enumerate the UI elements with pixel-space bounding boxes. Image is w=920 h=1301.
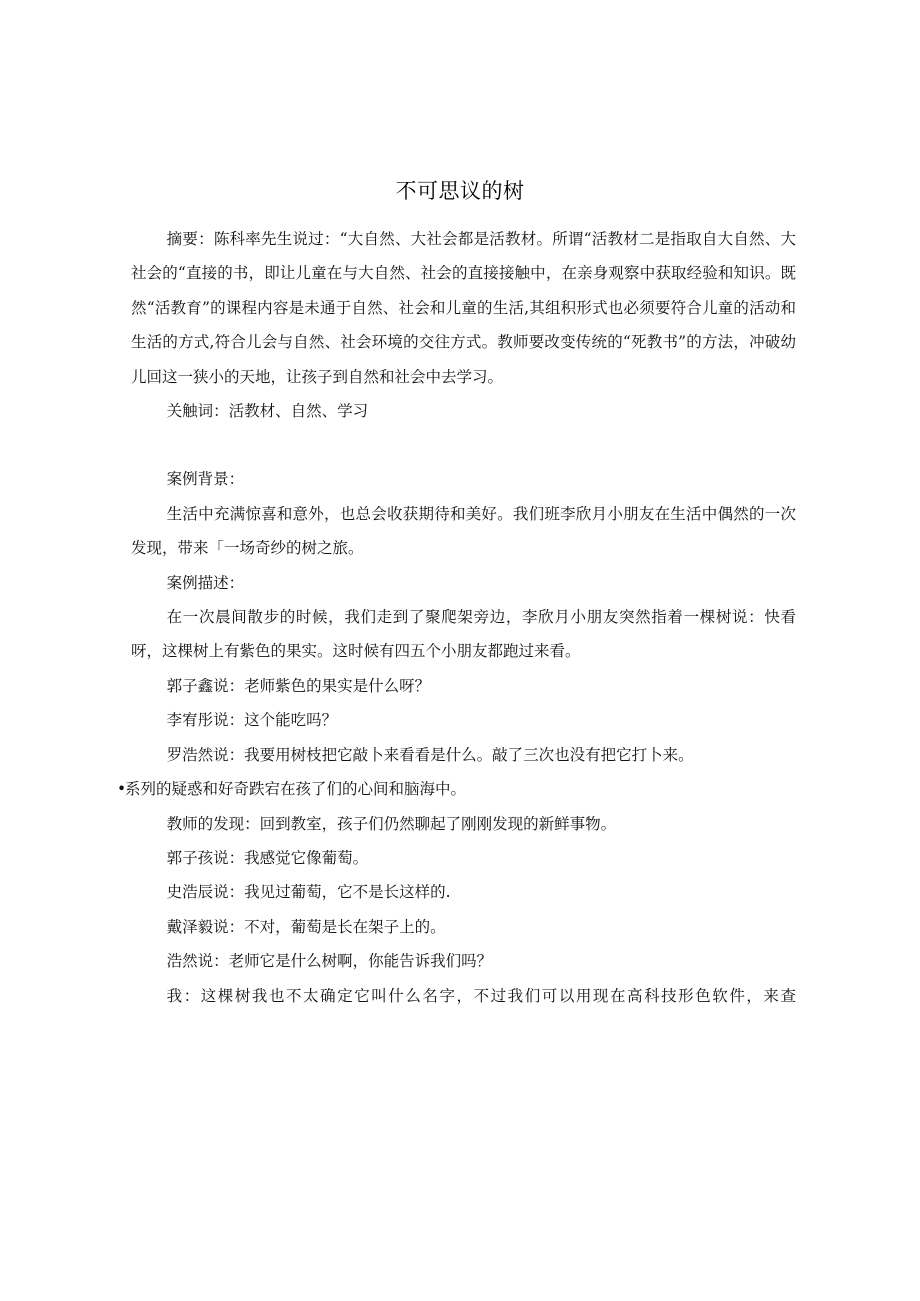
background-paragraph: 生活中充满惊喜和意外，也总会收获期待和美好。我们班李欣月小朋友在生活中偶然的一次发现，带来「一场奇纱的树之旅。 (131, 504, 796, 558)
bullet-paragraph (117, 772, 796, 806)
description-paragraph: 在一次晨间散步的时候，我们走到了聚爬架旁边，李欣月小朋友突然指着一棵树说：快看呀，这棵树上有紫色的果实。这时候有四五个小朋友都跑过来看。 (131, 608, 796, 661)
bullet-marker: • (117, 780, 127, 799)
classroom-line: 浩然说：老师它是什么树啊，你能告诉我们吗？ (166, 952, 493, 971)
dialogue-line: 郭子鑫说：老师紫色的果实是什么呀？ (166, 676, 431, 695)
bullet-text: 系列的疑惑和好奇跌宕在孩了们的心间和脑海中。 (125, 780, 467, 799)
classroom-line: 郭子孩说：我感觉它像葡萄。 (166, 848, 369, 867)
dialogue-line: 李宥彤说：这个能吃吗？ (166, 711, 338, 730)
classroom-line: 史浩辰说：我见过葡萄，它不是长这样的. (166, 883, 451, 902)
keywords-line: 关触词：活教材、自然、学习 (166, 402, 369, 421)
dialogue-line: 罗浩然说：我要用树枝把它敲卜来看看是什么。敲了三次也没有把它打卜来。 (166, 745, 694, 764)
classroom-line: 戴泽毅说：不对，葡萄是长在架子上的。 (166, 917, 446, 936)
page-title: 不可思议的树 (395, 179, 525, 203)
classroom-line: 教师的发现：回到教室，孩子们仍然聊起了刚刚发现的新鲜事物。 (166, 814, 617, 833)
background-heading: 案例背景： (166, 470, 245, 489)
paragraph-gap (131, 428, 796, 462)
teacher-reply-line: 我：这棵树我也不太确定它叫什么名字，不过我们可以用现在高科技形色软件，来查 (166, 986, 796, 1005)
document-body (117, 222, 796, 1013)
abstract-paragraph: 摘要：陈科率先生说过：“大自然、大社会都是活教材。所谓“活教材二是指取自大自然、大社会的“直接的书，即让儿童在与大自然、社会的直接接触中，在亲身观察中获取经验和知识。既然“活教育”的课程内容是未通于自然、社会和儿童的生活,其组积形式也必须要符合儿童的活动和生活的方式,符合儿会与自然、社会环境的交往方式。教师要改变传统的“死教书”的方法，冲破幼儿回这一狭小的天地，让孩子到自然和社会中去学习。 (131, 230, 796, 386)
description-heading: 案例描述： (166, 573, 245, 592)
